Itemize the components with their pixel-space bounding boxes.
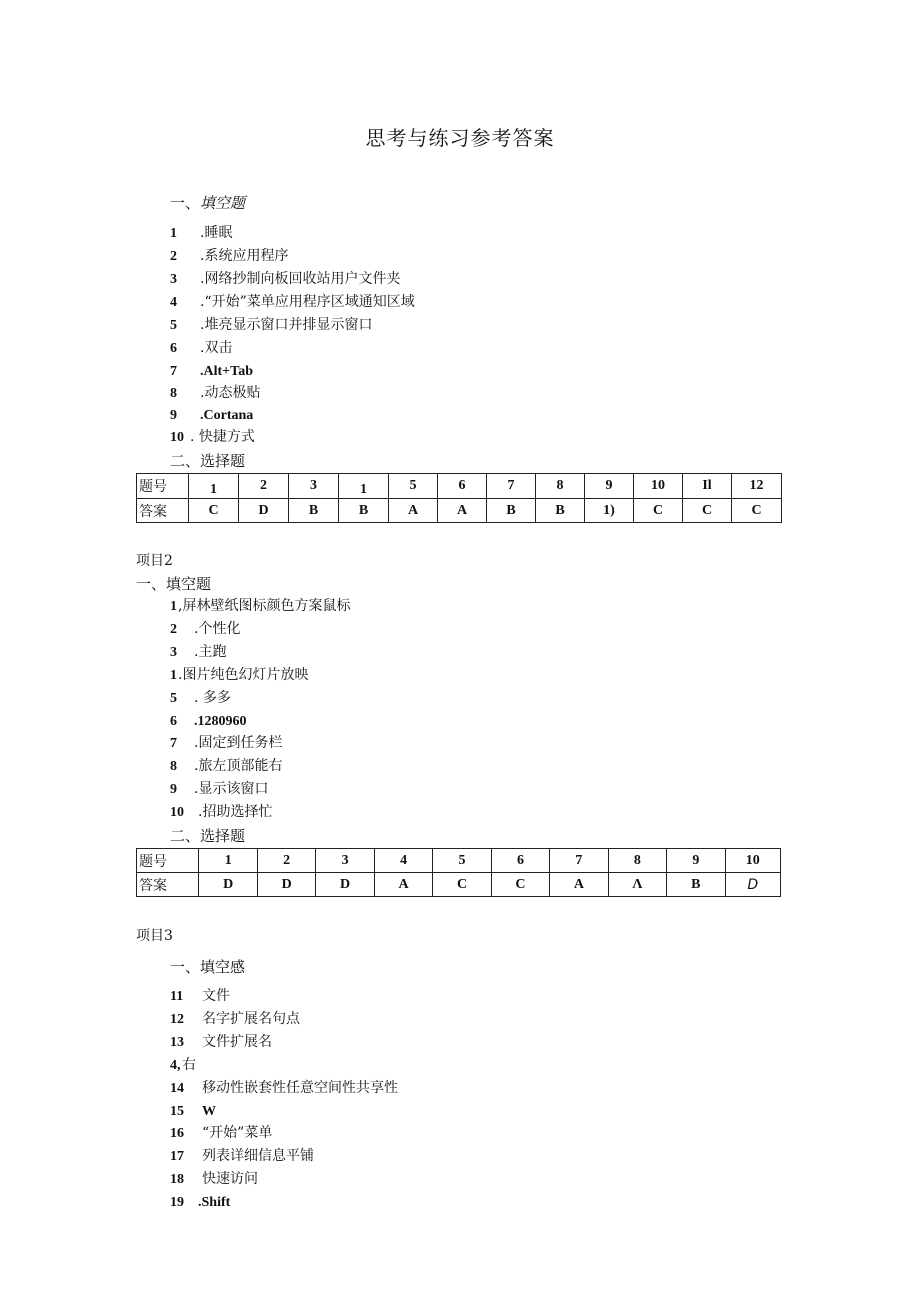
list-item: 15 W — [170, 1104, 216, 1119]
table-cell: B — [667, 873, 725, 897]
list-item: 14 移动性嵌套性任意空间性共享性 — [170, 1080, 398, 1096]
list-item: 10 .招助选择忙 — [170, 804, 273, 820]
table-cell: B — [289, 499, 339, 523]
table-cell: C — [189, 499, 239, 523]
list-item: 6 .双击 — [170, 340, 233, 356]
table-row — [137, 849, 781, 873]
table-cell: 2 — [257, 849, 315, 873]
list-item: 7 .固定到任务栏 — [170, 735, 283, 751]
table-cell: 6 — [438, 474, 487, 499]
table-cell: D — [199, 873, 257, 897]
table-cell: 4 — [374, 849, 432, 873]
table-cell: 答案 — [137, 499, 189, 523]
list-item: 5 .堆亮显示窗口并排显示窗口 — [170, 317, 373, 333]
table-cell: 12 — [732, 474, 782, 499]
list-item: 17 列表详细信息平铺 — [170, 1148, 314, 1164]
list-item: 1.图片纯色幻灯片放映 — [170, 667, 309, 683]
table-cell: 3 — [289, 474, 339, 499]
list-item: 12 名字扩展名句点 — [170, 1011, 300, 1027]
table-cell: 7 — [550, 849, 608, 873]
table-row — [137, 474, 782, 499]
list-item: 1,屏林壁纸图标颜色方案鼠标 — [170, 598, 351, 614]
table-cell: A — [438, 499, 487, 523]
table-cell: A — [374, 873, 432, 897]
list-item: 4, 右 — [170, 1057, 196, 1073]
table-cell: A — [389, 499, 438, 523]
table-cell: 8 — [608, 849, 666, 873]
table-cell: 答案 — [137, 873, 199, 897]
table-cell: D — [239, 499, 289, 523]
p1-choice-heading: 二、选择题 — [170, 452, 246, 470]
page-title: 思考与练习参考答案 — [365, 126, 555, 150]
p2-fill-heading: 一、填空题 — [136, 575, 212, 593]
list-item: 3 .主跑 — [170, 644, 227, 660]
table-cell: B — [487, 499, 536, 523]
table-cell: D — [316, 873, 374, 897]
p1-answer-table — [136, 473, 782, 523]
table-cell: 3 — [316, 849, 374, 873]
p1-fill-heading-text: 填空题 — [200, 194, 246, 212]
list-item: 9 .Cortana — [170, 408, 254, 423]
list-item: 7 .Alt+Tab — [170, 364, 253, 379]
table-cell: C — [683, 499, 732, 523]
list-item: 10 . 快捷方式 — [170, 429, 255, 445]
table-cell: 5 — [389, 474, 438, 499]
list-item: 8 .旅左顶部能右 — [170, 758, 283, 774]
table-cell: A — [550, 873, 608, 897]
table-cell: 8 — [536, 474, 585, 499]
table-cell: 题号 — [137, 474, 189, 499]
table-cell: 9 — [585, 474, 634, 499]
list-item: 9 .显示该窗口 — [170, 781, 269, 797]
p2-project-title: 项目2 — [136, 553, 173, 569]
list-item: 13 文件扩展名 — [170, 1034, 272, 1050]
table-cell: C — [732, 499, 782, 523]
p1-fill-heading: 一、填空题 — [170, 194, 246, 212]
table-cell: 1 — [189, 474, 239, 499]
p3-project-title: 项目3 — [136, 928, 173, 944]
p2-choice-heading: 二、选择题 — [170, 827, 246, 845]
table-row — [137, 873, 781, 897]
table-cell: 7 — [487, 474, 536, 499]
table-cell: D — [725, 873, 780, 897]
table-cell: 题号 — [137, 849, 199, 873]
list-item: 11 文件 — [170, 988, 230, 1004]
table-cell: C — [634, 499, 683, 523]
table-cell: B — [339, 499, 389, 523]
table-cell: 2 — [239, 474, 289, 499]
table-cell: C — [433, 873, 491, 897]
list-item: 2 .个性化 — [170, 621, 241, 637]
list-item: 2 .系统应用程序 — [170, 248, 289, 264]
table-cell: D — [257, 873, 315, 897]
list-item: 8 .动态极贴 — [170, 385, 261, 401]
list-item: 3 .网络抄制向板回收站用户文件夹 — [170, 271, 401, 287]
table-cell: 10 — [725, 849, 780, 873]
table-cell: 5 — [433, 849, 491, 873]
table-row — [137, 499, 782, 523]
list-item: 1 .睡眠 — [170, 225, 233, 241]
table-cell: 1 — [339, 474, 389, 499]
table-cell: 1 — [199, 849, 257, 873]
table-cell: C — [491, 873, 549, 897]
table-cell: Il — [683, 474, 732, 499]
list-item: 4 .“开始”菜单应用程序区域通知区域 — [170, 294, 415, 310]
table-cell: 10 — [634, 474, 683, 499]
table-cell: B — [536, 499, 585, 523]
list-item: 19 .Shift — [170, 1195, 231, 1210]
list-item: 5 . 多多 — [170, 690, 231, 706]
table-cell: 6 — [491, 849, 549, 873]
p3-fill-heading: 一、填空感 — [170, 958, 246, 976]
table-cell: 1) — [585, 499, 634, 523]
list-item: 18 快速访问 — [170, 1171, 258, 1187]
table-cell: 9 — [667, 849, 725, 873]
list-item: 16 “开始”菜单 — [170, 1125, 273, 1141]
table-cell: Λ — [608, 873, 666, 897]
p2-answer-table — [136, 848, 781, 897]
list-item: 6 .1280960 — [170, 714, 247, 729]
